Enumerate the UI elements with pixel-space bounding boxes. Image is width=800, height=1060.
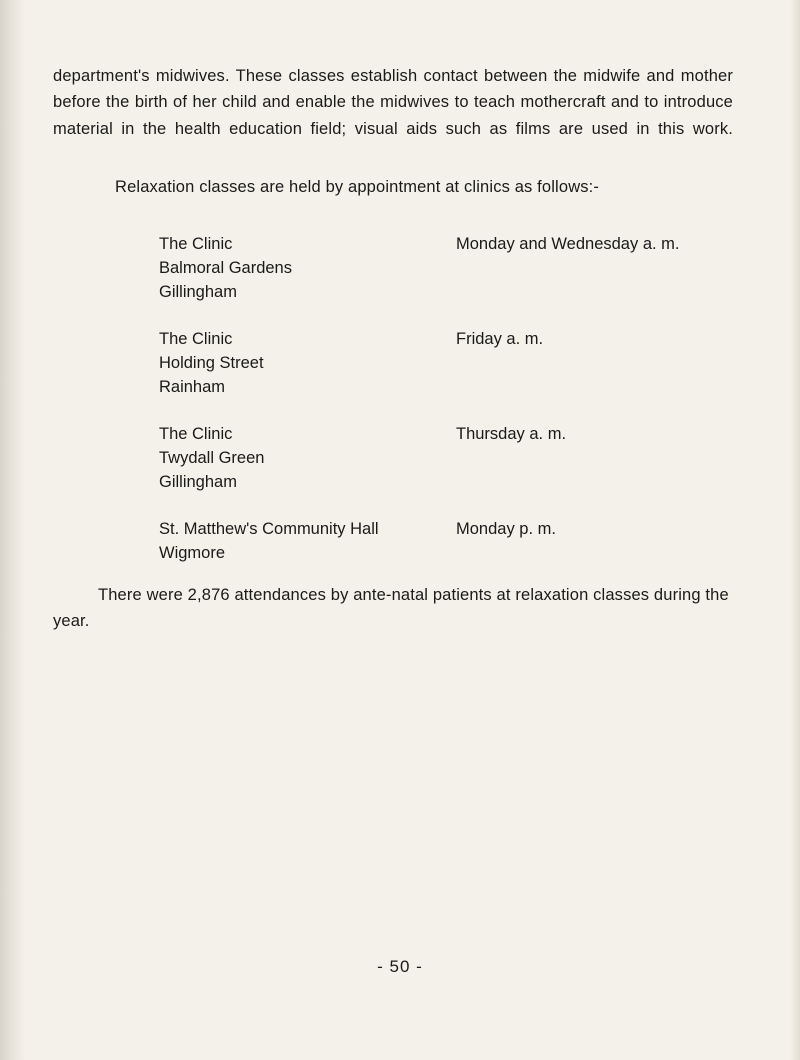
clinic-schedule [159, 232, 759, 577]
clinic-session: Monday and Wednesday a. m. [456, 235, 680, 253]
page-number: - 50 - [377, 957, 423, 976]
clinic-entry [159, 232, 759, 327]
clinic-venue [159, 232, 449, 304]
venue-line: Balmoral Gardens [159, 259, 292, 277]
clinic-venue [159, 517, 449, 565]
venue-line: Twydall Green [159, 449, 265, 467]
clinic-entry [159, 517, 759, 577]
venue-line: The Clinic [159, 330, 233, 348]
venue-line: Gillingham [159, 473, 237, 491]
clinic-session: Thursday a. m. [456, 425, 567, 443]
clinic-entry [159, 327, 759, 422]
venue-line: The Clinic [159, 425, 233, 443]
venue-line: The Clinic [159, 235, 233, 253]
relaxation-intro: Relaxation classes are held by appointment at clinics as follows:- [115, 178, 600, 196]
clinic-session: Monday p. m. [456, 520, 556, 538]
clinic-entry [159, 422, 759, 517]
attendance-paragraph: There were 2,876 attendances by ante-natal patients at relaxation classes during the year. [53, 586, 729, 631]
venue-line: St. Matthew's Community Hall [159, 520, 379, 538]
venue-line: Rainham [159, 378, 226, 396]
venue-line: Wigmore [159, 544, 226, 562]
intro-paragraph: department's midwives. These classes establish contact between the midwife and mother before the birth of her child and enable the midwives to teach mothercraft and to introduce material in the health education field; visual aids such as films are used in this work. [53, 67, 733, 138]
venue-line: Gillingham [159, 283, 237, 301]
clinic-session: Friday a. m. [456, 330, 544, 348]
clinic-venue [159, 327, 449, 399]
clinic-venue [159, 422, 449, 494]
venue-line: Holding Street [159, 354, 264, 372]
